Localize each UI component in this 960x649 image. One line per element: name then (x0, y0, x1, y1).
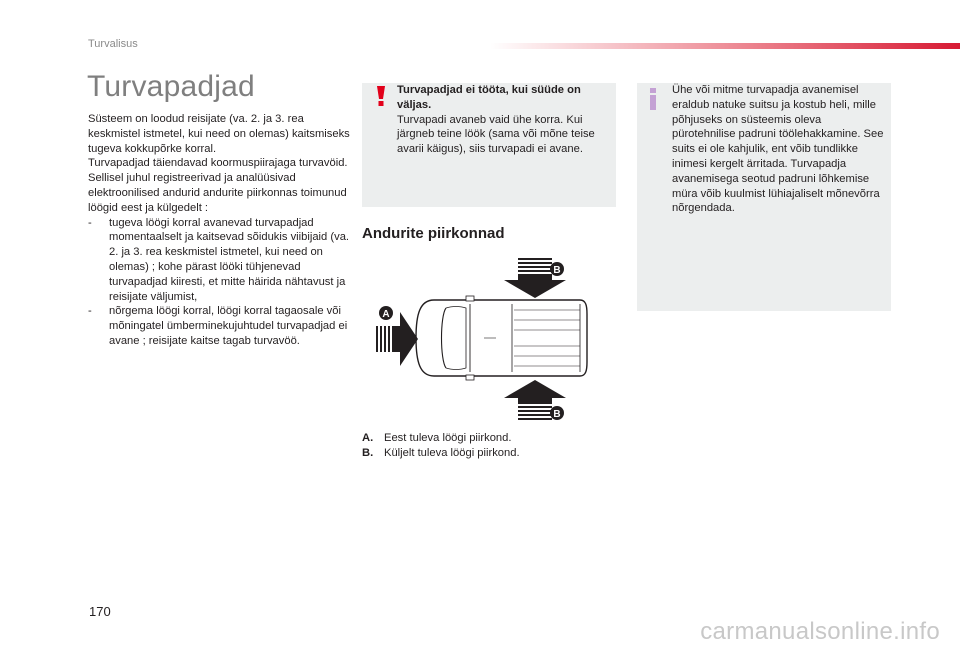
intro-paragraph: Turvapadjad täiendavad koormuspiirajaga turvavöid. (88, 157, 348, 170)
vehicle-sensor-diagram (372, 252, 604, 427)
label-b-top-badge (550, 262, 564, 276)
intro-paragraph: Süsteem on loodud reisijate (va. 2. ja 3. rea keskmistel istmetel, kui need on olemas) kaitsmiseks tugeva kokkupõrke korral. (88, 113, 350, 155)
label-b-bottom-badge (550, 406, 564, 420)
legend-item (362, 431, 520, 446)
intro-text-block (88, 112, 350, 349)
diagram-label-a: A (382, 309, 390, 320)
list-item (88, 304, 350, 348)
bullet-dash: - (88, 216, 92, 229)
vehicle-top-view (416, 296, 587, 380)
legend-key: B. (362, 447, 374, 459)
legend-key: A. (362, 432, 374, 444)
bullet-list (88, 216, 350, 349)
legend-item (362, 446, 520, 461)
section-label: Turvalisus (88, 38, 138, 50)
legend-text: Eest tuleva löögi piirkond. (384, 432, 512, 444)
list-item (88, 216, 350, 305)
warning-text-block (397, 83, 611, 157)
watermark: carmanualsonline.info (700, 618, 940, 645)
page-title: Turvapadjad (87, 70, 255, 103)
warning-heading: Turvapadjad ei tööta, kui süüde on väljas. (397, 84, 581, 111)
front-impact-arrow (376, 312, 418, 366)
legend-text: Küljelt tuleva löögi piirkond. (384, 447, 520, 459)
intro-paragraph: Sellisel juhul registreerivad ja analüüsivad elektroonilised andurid andurite piirkonnas toimunud löögid eest ja külgedelt : (88, 172, 347, 214)
warning-body: Turvapadi avaneb vaid ühe korra. Kui järgneb teine löök (sama või mõne teise avarii käigus), siis turvapadi ei avane. (397, 113, 595, 156)
diagram-label-b-top: B (553, 265, 561, 276)
bullet-text: nõrgema löögi korral, löögi korral tagaosale või mõningatel ümberminekujuhtudel turvapadjad ei avane ; reisijate kaitse tagab turvavöö. (109, 305, 348, 347)
info-icon (648, 88, 658, 110)
section-heading: Andurite piirkonnad (362, 225, 505, 242)
bullet-text: tugeva löögi korral avanevad turvapadjad momentaalselt ja kaitsevad sõidukis viibijaid (va. 2. ja 3. rea keskmistel istmetel, kui need on olemas) ; kohe pärast lööki tühjenevad turvapadjad kiiresti, et mitte häirida nähtavust ja reisijate väljumist, (109, 216, 350, 303)
diagram-legend (362, 431, 520, 461)
info-text: Ühe või mitme turvapadja avanemisel eraldub natuke suitsu ja kostub heli, mille põhjuseks on süsteemis oleva pürotehnilise padruni töölehakkamine. See suits ei ole kahjulik, ent võib tundlikke inimesi kergelt ärritada. Turvapadja avanemisega seotud padruni lõhkemise müra võib kuulmist lühiajaliselt mõnevõrra nõrgendada. (672, 84, 884, 215)
diagram-label-b-bottom: B (553, 409, 561, 420)
page-number: 170 (89, 604, 111, 619)
label-a-badge (379, 306, 393, 320)
warning-icon (375, 86, 387, 106)
header-accent-line (490, 43, 960, 49)
bullet-dash: - (88, 305, 92, 318)
